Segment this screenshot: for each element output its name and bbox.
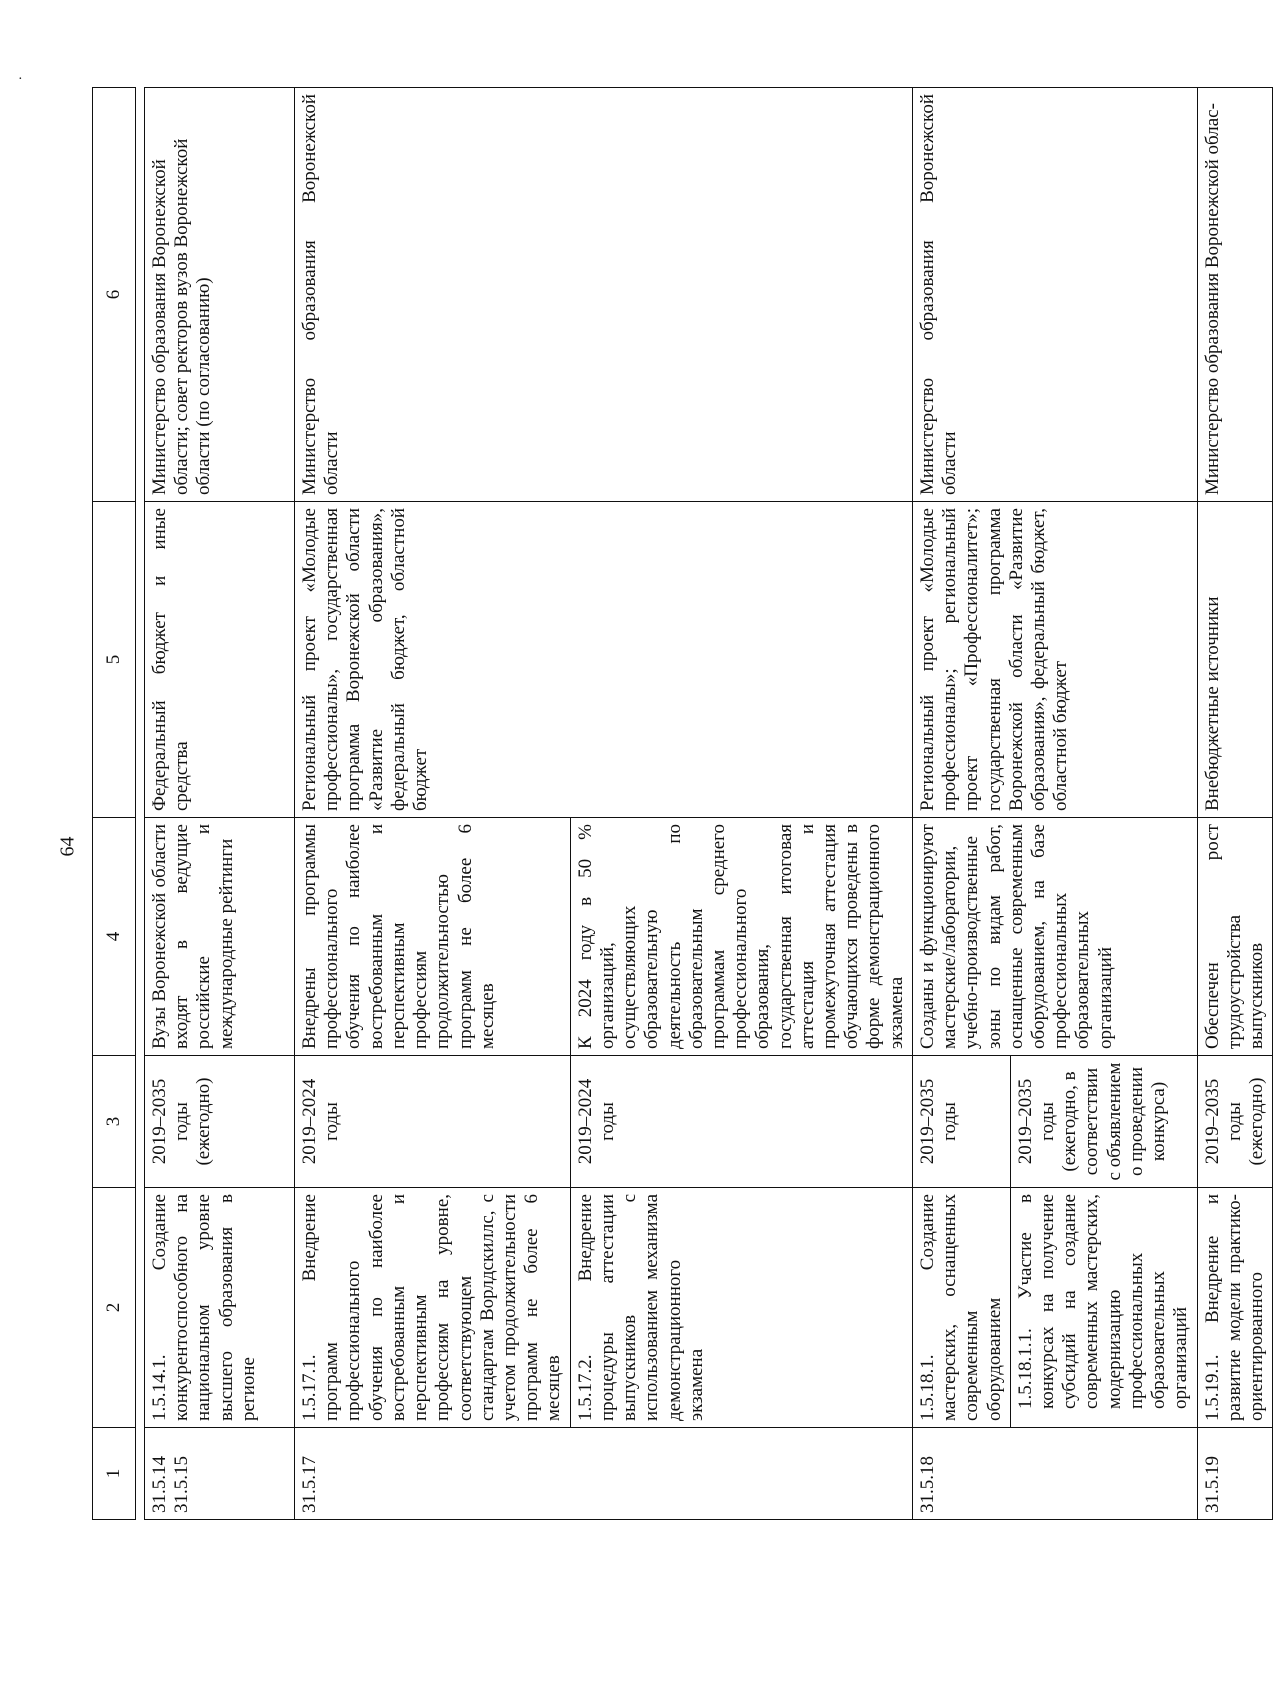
period-cell: 2019–2035 годы (ежегодно) bbox=[145, 1056, 295, 1188]
header-cell: 2 bbox=[93, 1188, 136, 1428]
result-cell: К 2024 году в 50 % организаций, осуществляющих образовательную деятельность по образовательным программам среднего профессионального образования, государственная итоговая аттестация и промежуточная аттестация обучающихся проведены в форме демонстрационного экзамена bbox=[570, 818, 912, 1056]
separator-row bbox=[136, 88, 145, 1520]
events-table bbox=[92, 87, 1273, 1520]
responsible-cell: Министерство образования Воронежской области bbox=[912, 88, 1197, 502]
period-cell: 2019–2035 годы (ежегодно, в соответствии с объявлением о проведении конкурса) bbox=[1010, 1056, 1197, 1188]
header-cell: 6 bbox=[93, 88, 136, 502]
rotated-table-container bbox=[92, 88, 1267, 1520]
table-row bbox=[1197, 88, 1273, 1520]
event-cell: 1.5.17.2. Внедрение процедуры аттестации выпускников с использованием механизма демонстрационного экзамена bbox=[570, 1188, 912, 1428]
header-row bbox=[93, 88, 136, 1520]
scan-speck: · bbox=[18, 72, 23, 87]
row-number: 31.5.19 bbox=[1197, 1428, 1273, 1520]
event-cell: 1.5.19.1. Внедрение и развитие модели практико-ориентированного bbox=[1197, 1188, 1273, 1428]
row-number: 31.5.18 bbox=[912, 1428, 1197, 1520]
period-cell: 2019–2024 годы bbox=[570, 1056, 912, 1188]
page-number: 64 bbox=[56, 836, 79, 857]
result-cell: Внедрены программы профессионального обучения по наиболее востребованным и перспективным профессиям продолжительностью программ не более 6 месяцев bbox=[295, 818, 571, 1056]
event-cell: 1.5.18.1.1. Участие в конкурсах на получение субсидий на создание современных мастерских, модернизацию профессиональных образовательных организаций bbox=[1010, 1188, 1197, 1428]
table-row bbox=[145, 88, 295, 1520]
row-number: 31.5.17 bbox=[295, 1428, 913, 1520]
header-cell: 3 bbox=[93, 1056, 136, 1188]
table-row bbox=[295, 88, 571, 1520]
source-cell: Федеральный бюджет и иные средства bbox=[145, 502, 295, 818]
event-cell: 1.5.14.1. Создание конкурентоспособного на национальном уровне высшего образования в регионе bbox=[145, 1188, 295, 1428]
header-cell: 4 bbox=[93, 818, 136, 1056]
period-cell: 2019–2035 годы bbox=[912, 1056, 1010, 1188]
responsible-cell: Министерство образования Воронежской облас- bbox=[1197, 88, 1273, 502]
source-cell: Региональный проект «Молодые профессионалы»; региональный проект «Профессионалитет»; государственная программа Воронежской области «Развитие образования», федеральный бюджет, областной бюджет bbox=[912, 502, 1197, 818]
source-cell: Внебюджетные источники bbox=[1197, 502, 1273, 818]
header-cell: 1 bbox=[93, 1428, 136, 1520]
header-cell: 5 bbox=[93, 502, 136, 818]
event-cell: 1.5.17.1. Внедрение программ профессионального обучения по наиболее востребованным и перспективным профессиям на уровне, соответствующем стандартам Ворлдскиллс, с учетом продолжительности программ не более 6 месяцев bbox=[295, 1188, 571, 1428]
result-cell: Вузы Воронежской области входят в ведущие российские и международные рейтинги bbox=[145, 818, 295, 1056]
period-cell: 2019–2035 годы (ежегодно) bbox=[1197, 1056, 1273, 1188]
responsible-cell: Министерство образования Воронежской области; совет ректоров вузов Воронежской области (по согласованию) bbox=[145, 88, 295, 502]
period-cell: 2019–2024 годы bbox=[295, 1056, 571, 1188]
responsible-cell: Министерство образования Воронежской области bbox=[295, 88, 913, 502]
table-row bbox=[912, 88, 1010, 1520]
result-cell: Обеспечен рост трудоустройства выпускников bbox=[1197, 818, 1273, 1056]
row-number: 31.5.14 31.5.15 bbox=[145, 1428, 295, 1520]
source-cell: Региональный проект «Молодые профессионалы», государственная программа Воронежской области «Развитие образования», федеральный бюджет, областной бюджет bbox=[295, 502, 913, 818]
event-cell: 1.5.18.1. Создание мастерских, оснащенных современным оборудованием bbox=[912, 1188, 1010, 1428]
result-cell: Созданы и функционируют мастерские/лаборатории, учебно-производственные зоны по видам работ, оснащенные современным оборудованием, на базе профессиональных образовательных организаций bbox=[912, 818, 1197, 1056]
